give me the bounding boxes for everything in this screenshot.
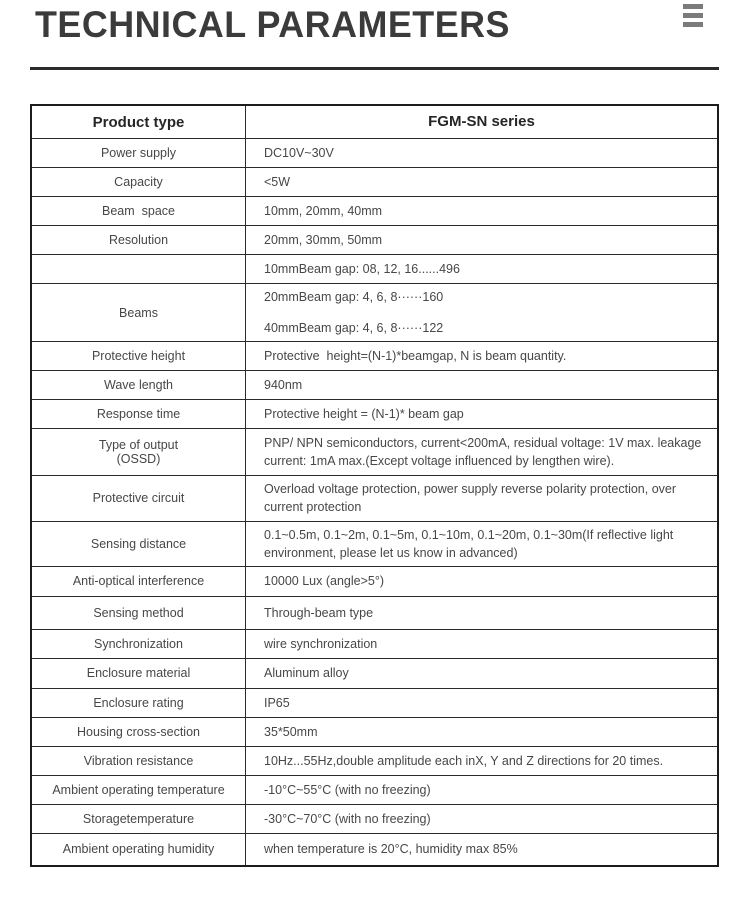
- param-label: Power supply: [32, 139, 246, 167]
- param-label: Storagetemperature: [32, 805, 246, 833]
- param-label: Response time: [32, 400, 246, 428]
- table-row: [32, 341, 717, 370]
- param-label: [32, 429, 246, 475]
- title-underline: [30, 67, 719, 70]
- table-row: [32, 254, 717, 283]
- param-label: Housing cross-section: [32, 718, 246, 746]
- param-label: Enclosure material: [32, 659, 246, 688]
- page-header: [0, 0, 749, 70]
- param-label-line: Type of output: [98, 438, 179, 453]
- param-label: Beams: [32, 284, 246, 341]
- table-row: [32, 283, 717, 341]
- param-value: Through-beam type: [264, 605, 374, 620]
- param-value: 10mm, 20mm, 40mm: [264, 203, 383, 218]
- hamburger-bar: [683, 13, 703, 18]
- table-row: [32, 775, 717, 804]
- table-row: [32, 804, 717, 833]
- param-label-line: (OSSD): [116, 452, 161, 467]
- param-value: 10mmBeam gap: 08, 12, 16......496: [264, 261, 460, 276]
- param-label: Synchronization: [32, 630, 246, 658]
- param-label: Sensing method: [32, 597, 246, 629]
- table-row: [32, 138, 717, 167]
- param-value: Overload voltage protection, power supply reverse polarity protection, over current protection: [264, 482, 680, 515]
- param-label: Beam space: [32, 197, 246, 225]
- table-row: [32, 688, 717, 717]
- param-value: IP65: [264, 695, 290, 710]
- table-row: [32, 196, 717, 225]
- param-value: when temperature is 20°C, humidity max 85%: [264, 842, 518, 857]
- table-row: [32, 596, 717, 629]
- param-value: [246, 284, 717, 341]
- param-value: 0.1~0.5m, 0.1~2m, 0.1~5m, 0.1~10m, 0.1~20m, 0.1~30m(If reflective light environment, please let us know in advanced): [264, 527, 677, 560]
- table-row: [32, 399, 717, 428]
- hamburger-bar: [683, 22, 703, 27]
- param-label: Resolution: [32, 226, 246, 254]
- param-value: PNP/ NPN semiconductors, current<200mA, residual voltage: 1V max. leakage current: 1mA max.(Except voltage influenced by lengthen wire).: [264, 436, 705, 469]
- param-label: Ambient operating temperature: [32, 776, 246, 804]
- param-value: Protective height = (N-1)* beam gap: [264, 407, 464, 422]
- param-label-empty: [32, 255, 246, 283]
- param-label: Protective circuit: [32, 476, 246, 520]
- table-row: [32, 370, 717, 399]
- param-value: 20mm, 30mm, 50mm: [264, 232, 383, 247]
- param-value: <5W: [264, 174, 291, 189]
- hamburger-bar: [683, 4, 703, 9]
- table-row: [32, 629, 717, 658]
- param-value: 35*50mm: [264, 724, 318, 739]
- param-value: 940nm: [264, 378, 303, 393]
- param-label: Enclosure rating: [32, 689, 246, 717]
- param-value: Aluminum alloy: [264, 666, 349, 681]
- param-label: Ambient operating humidity: [32, 834, 246, 865]
- table-row: [32, 428, 717, 475]
- param-label: Wave length: [32, 371, 246, 399]
- table-row: [32, 475, 717, 520]
- table-row: [32, 521, 717, 566]
- page-title: TECHNICAL PARAMETERS: [35, 4, 510, 45]
- table-row: [32, 833, 717, 865]
- column-header-series: FGM-SN series: [428, 113, 535, 131]
- param-label: Vibration resistance: [32, 747, 246, 775]
- table-row: [32, 658, 717, 688]
- column-header-product-type: Product type: [32, 106, 246, 138]
- table-header-row: [32, 106, 717, 138]
- parameters-table: [30, 104, 719, 867]
- table-row: [32, 566, 717, 596]
- hamburger-menu-icon[interactable]: [683, 4, 703, 27]
- table-row: [32, 167, 717, 196]
- param-label: Anti-optical interference: [32, 567, 246, 596]
- table-row: [32, 746, 717, 775]
- table-row: [32, 717, 717, 746]
- param-value: wire synchronization: [264, 636, 378, 651]
- param-value: 10Hz...55Hz,double amplitude each inX, Y and Z directions for 20 times.: [264, 753, 664, 768]
- param-value: -10°C~55°C (with no freezing): [264, 782, 431, 797]
- param-value-line: 40mmBeam gap: 4, 6, 8······122: [264, 321, 444, 336]
- param-label: Protective height: [32, 342, 246, 370]
- param-value: 10000 Lux (angle>5°): [264, 574, 385, 589]
- param-label: Capacity: [32, 168, 246, 196]
- param-value: -30°C~70°C (with no freezing): [264, 811, 431, 826]
- param-value: Protective height=(N-1)*beamgap, N is beam quantity.: [264, 349, 567, 364]
- param-label: Sensing distance: [32, 522, 246, 566]
- table-row: [32, 225, 717, 254]
- param-value-line: 20mmBeam gap: 4, 6, 8······160: [264, 290, 444, 304]
- param-value: DC10V~30V: [264, 145, 334, 160]
